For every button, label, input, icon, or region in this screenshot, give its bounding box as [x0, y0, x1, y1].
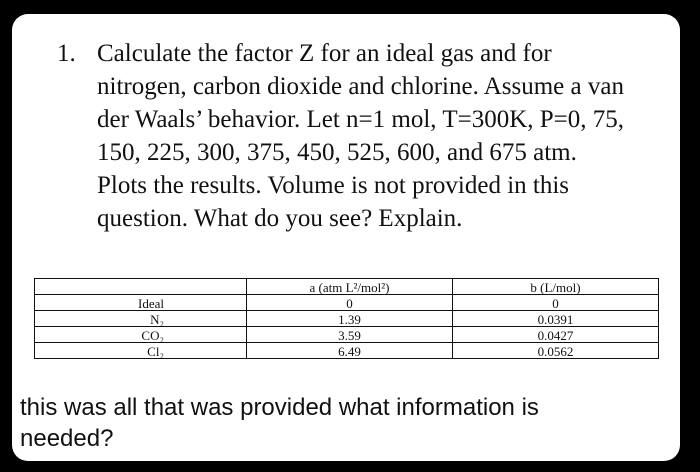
table-row [35, 343, 659, 359]
b-value: 0 [453, 295, 659, 311]
table-header-row [35, 279, 659, 295]
b-value: 0.0391 [453, 311, 659, 327]
question-text [97, 37, 677, 235]
van-der-waals-constants-table [34, 278, 659, 359]
a-value: 1.39 [247, 311, 453, 327]
table-row [35, 327, 659, 343]
table-row [35, 311, 659, 327]
question-line: Plots the results. Volume is not provided in this [97, 172, 570, 199]
header-gas [35, 279, 247, 295]
b-value: 0.0427 [453, 327, 659, 343]
question-card [12, 14, 680, 461]
a-value: 3.59 [247, 327, 453, 343]
b-value: 0.0562 [453, 343, 659, 359]
gas-name: N₂ [35, 311, 247, 327]
question-line: question. What do you see? Explain. [97, 205, 463, 232]
comment-line: this was all that was provided what information is [20, 394, 539, 421]
question-line: 150, 225, 300, 375, 450, 525, 600, and 675 atm. [97, 139, 577, 166]
gas-name: Ideal [35, 295, 247, 311]
a-value: 0 [247, 295, 453, 311]
a-value: 6.49 [247, 343, 453, 359]
table-row [35, 295, 659, 311]
question-line: Calculate the factor Z for an ideal gas and for [97, 40, 552, 67]
question-number: 1. [57, 40, 76, 67]
gas-name: Cl₂ [35, 343, 247, 359]
question-line: der Waals’ behavior. Let n=1 mol, T=300K, P=0, 75, [97, 106, 625, 133]
question-line: nitrogen, carbon dioxide and chlorine. Assume a van [97, 73, 624, 100]
comment-line: needed? [20, 425, 114, 452]
header-b: b (L/mol) [453, 279, 659, 295]
user-comment [20, 392, 670, 454]
header-a: a (atm L²/mol²) [247, 279, 453, 295]
gas-name: CO₂ [35, 327, 247, 343]
question-block [57, 37, 677, 235]
